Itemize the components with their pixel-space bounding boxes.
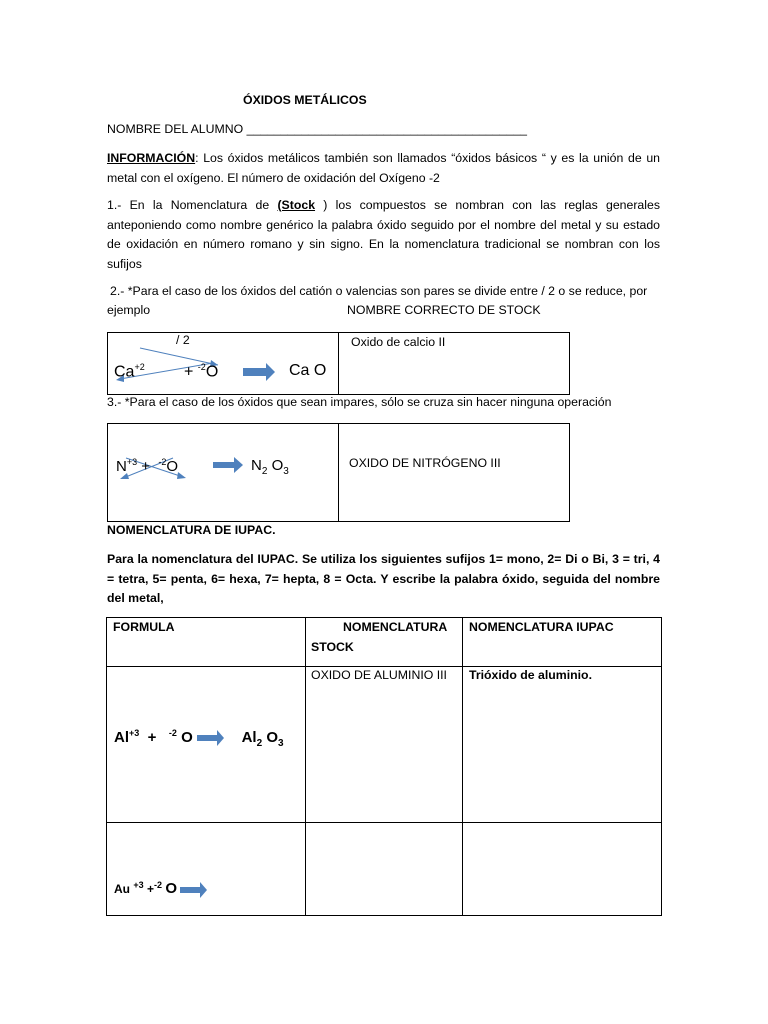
reaction-arrow-icon — [180, 881, 208, 899]
iupac-aluminium: Trióxido de aluminio. — [469, 668, 592, 682]
formula-aluminium: $Al^{+3}$ + $^{-2}$ O $Al_2$ $O_3$ — [114, 728, 284, 749]
equation-calcium: $Ca^{+2}$ — [114, 362, 145, 381]
section1-prefix: 1.- En la Nomenclatura de — [107, 198, 278, 212]
reaction-arrow-icon — [197, 729, 225, 747]
document-title: ÓXIDOS METÁLICOS — [243, 93, 367, 107]
example-box-calcium — [107, 332, 570, 395]
stock-aluminium: OXIDO DE ALUMINIO III — [311, 668, 447, 682]
section1-paragraph — [107, 196, 660, 275]
formula-gold: Au $^{+3}$ +$^{-2}$ O — [114, 880, 208, 899]
example-box-nitrogen — [107, 423, 570, 522]
equation-anion: + $^{-2}$O — [184, 362, 219, 381]
name-nitrogen: OXIDO DE NITRÓGENO III — [349, 456, 501, 470]
student-name-line — [107, 122, 527, 136]
student-name-blank: _________________________________________ — [246, 122, 528, 136]
section2-text2: ejemplo — [107, 303, 151, 317]
header-formula: FORMULA — [113, 620, 175, 634]
nomenclature-table — [106, 617, 662, 916]
product-nitrogen: $N_2$ $O_3$ — [251, 457, 289, 477]
equation-nitrogen: $N^{+3} + ^{-2}O$ — [116, 457, 179, 475]
iupac-heading: NOMENCLATURA DE IUPAC. — [107, 523, 276, 537]
section2-text: 2.- *Para el caso de los óxidos del catión o valencias son pares se divide entre / 2 o se reduce, por — [110, 284, 648, 298]
info-label: INFORMACIÓN — [107, 151, 196, 165]
student-name-label: NOMBRE DEL ALUMNO — [107, 122, 244, 136]
header-iupac: NOMENCLATURA IUPAC — [469, 620, 614, 634]
section1-text: ) los compuestos se nombran con las reglas generales anteponiendo como nombre genérico la palabra óxido seguido por el nombre del metal y su estado de oxidación en número romano y sin signo. En la nomenclatura tradicional se nombran con los sufijos — [107, 198, 660, 272]
name-calcium: Oxido de calcio II — [351, 335, 446, 349]
info-paragraph — [107, 149, 660, 188]
header-stock-2: STOCK — [311, 640, 354, 654]
section3-text: 3.- *Para el caso de los óxidos que sean impares, sólo se cruza sin hacer ninguna operación — [107, 395, 612, 409]
reaction-arrow-icon — [213, 457, 243, 473]
divide-label: / 2 — [176, 333, 190, 347]
stock-term: (Stock — [277, 198, 316, 212]
header-stock-1: NOMENCLATURA — [343, 620, 448, 634]
reaction-arrow-icon — [243, 363, 275, 381]
info-text: : Los óxidos metálicos también son llamados “óxidos básicos “ y es la unión de un metal con el oxígeno. El número de oxidación del Oxígeno -2 — [107, 151, 660, 185]
stock-column-label: NOMBRE CORRECTO DE STOCK — [347, 303, 541, 317]
product-calcium: Ca O — [289, 362, 327, 379]
iupac-paragraph: Para la nomenclatura del IUPAC. Se utiliza los siguientes sufijos 1= mono, 2= Di o Bi, 3 = tri, 4 = tetra, 5= penta, 6= hexa, 7= hepta, 8 = Octa. Y escribe la palabra óxido, seguida del nombre del metal, — [107, 552, 660, 606]
